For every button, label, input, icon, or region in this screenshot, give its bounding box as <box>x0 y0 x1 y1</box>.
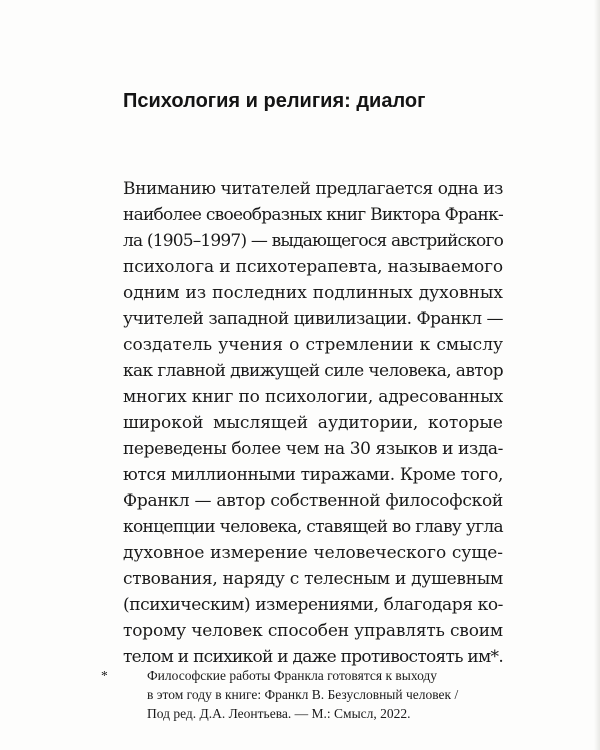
body-line: учителей западной цивилизации. Франкл — <box>123 309 503 329</box>
footnote-line: Философские работы Франкла готовятся к выходу <box>147 668 438 683</box>
body-line: широкой мыслящей аудитории, которые <box>123 413 503 433</box>
page-edge-shadow <box>594 0 600 750</box>
footnote-mark: * <box>101 668 108 683</box>
body-line: переведены более чем на 30 языков и изда- <box>123 439 503 459</box>
body-line: духовное измерение человеческого суще- <box>123 543 503 563</box>
body-text <box>123 176 503 670</box>
body-line: (психическим) измерениями, благодаря ко- <box>123 595 503 615</box>
body-line: как главной движущей силе человека, автор <box>123 361 503 381</box>
body-line: наиболее своеобразных книг Виктора Франк- <box>123 205 503 225</box>
body-line: многих книг по психологии, адресованных <box>123 387 503 407</box>
body-line: ются миллионными тиражами. Кроме того, <box>123 465 503 485</box>
body-line: ла (1905–1997) — выдающегося австрийского <box>123 231 503 251</box>
body-line: Франкл — автор собственной философской <box>123 491 503 511</box>
body-line: телом и психикой и даже противостоять им*. <box>123 647 504 667</box>
footnote-line: в этом году в книге: Франкл В. Безусловный человек / <box>147 687 459 702</box>
footnote-line: Под ред. Д.А. Леонтьева. — М.: Смысл, 2022. <box>147 706 411 721</box>
body-line: создатель учения о стремлении к смыслу <box>123 335 503 355</box>
footnote <box>101 666 503 723</box>
body-line: психолога и психотерапевта, называемого <box>123 257 503 277</box>
body-line: Вниманию читателей предлагается одна из <box>123 179 503 199</box>
body-line: концепции человека, ставящей во главу угла <box>123 517 503 537</box>
body-line: ствования, наряду с телесным и душевным <box>123 569 503 589</box>
body-line: одним из последних подлинных духовных <box>123 283 503 303</box>
section-heading: Психология и религия: диалог <box>123 90 426 112</box>
body-line: торому человек способен управлять своим <box>123 621 503 641</box>
